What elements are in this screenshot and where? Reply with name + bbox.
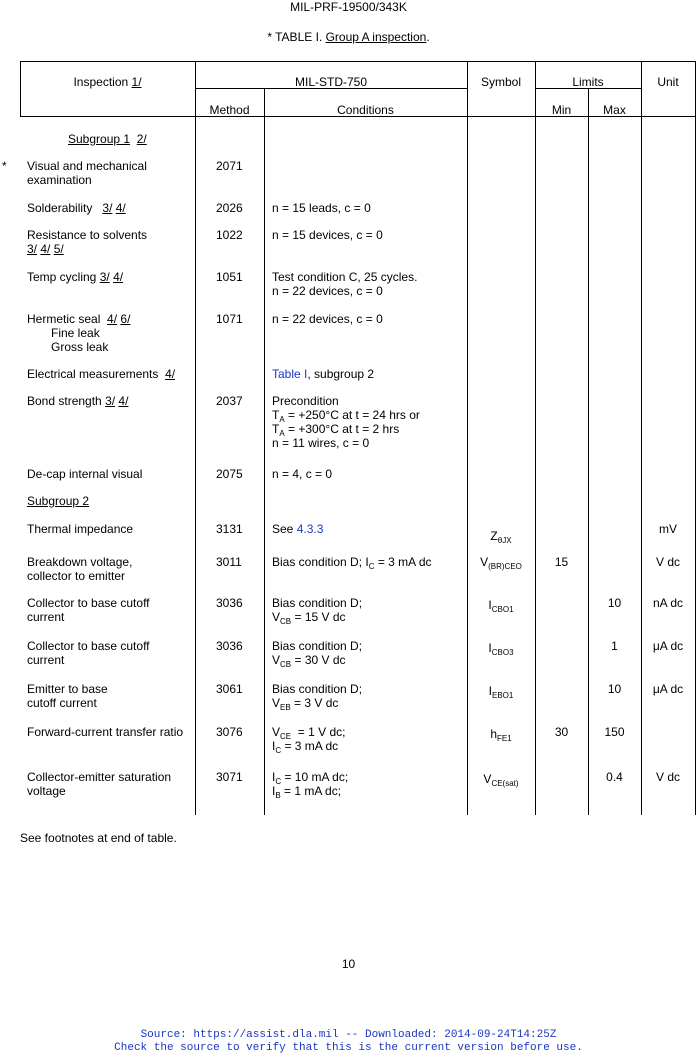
row-vcesat-sym-main: V [483, 772, 492, 786]
row-thermal-inspection: Thermal impedance [27, 522, 134, 536]
spec-id: MIL-PRF-19500/343K [290, 0, 407, 14]
row-decap-inspection: De-cap internal visual [27, 467, 143, 481]
row-solvents-ref2: 4/ [40, 242, 51, 256]
row-vcesat-cond2-i: I [272, 784, 276, 798]
row-icbo1-cond1: Bias condition D; [272, 596, 363, 610]
row-icbo3-conditions [272, 639, 362, 667]
row-solder-method: 2026 [216, 201, 243, 215]
row-solvents-line1: Resistance to solvents [27, 228, 148, 242]
row-breakdown-sym-main: V [480, 555, 489, 569]
row-hermetic-label: Hermetic seal [27, 312, 104, 326]
row-vcesat-cond1 [272, 770, 348, 784]
row-icbo3-cond2-v: V [272, 653, 281, 667]
row-iebo1-sym-main: I [488, 684, 492, 698]
col-divider-max [641, 61, 642, 815]
row-vcesat-symbol [467, 772, 535, 786]
row-breakdown-inspection [27, 555, 132, 583]
subgroup-1-label: Subgroup 1 [68, 132, 131, 146]
row-icbo1-cond2-rest: = 15 V dc [291, 610, 346, 624]
subgroup-2-heading: Subgroup 2 [27, 494, 90, 508]
row-icbo1-max: 10 [607, 596, 622, 610]
subgroup-1-ref: 2/ [136, 132, 147, 146]
row-hfe1-conditions [272, 725, 346, 753]
table-title [0, 30, 697, 44]
row-hfe1-sym-sub: FE1 [497, 734, 512, 743]
row-icbo3-cond2-rest: = 30 V dc [291, 653, 346, 667]
row-icbo1-cond2-v: V [272, 610, 281, 624]
row-bond-ref2: 4/ [118, 394, 129, 408]
row-thermal-cond-pre: See [272, 522, 297, 536]
row-temp-conditions [272, 270, 417, 298]
row-hfe1-method: 3076 [216, 725, 243, 739]
row-icbo3-cond2-sub: CB [280, 660, 292, 669]
row-hermetic-method: 1071 [216, 312, 243, 326]
row-icbo1-inspection [27, 596, 150, 624]
col-divider-conditions [467, 61, 468, 815]
row-visual-line2: examination [27, 173, 92, 187]
row-hfe1-cond1-rest: = 1 V dc; [291, 725, 346, 739]
row-icbo1-symbol [467, 598, 535, 612]
row-icbo1-unit: nA dc [652, 596, 684, 610]
row-bond-cond3 [272, 422, 420, 436]
row-iebo1-cond2-rest: = 3 V dc [290, 696, 339, 710]
row-vcesat-cond2-rest: = 1 mA dc; [280, 784, 342, 798]
row-visual-inspection [27, 159, 147, 187]
row-icbo3-sym-main: I [488, 641, 492, 655]
row-solvents-inspection [27, 228, 147, 256]
col-divider-min [588, 88, 589, 815]
table-top-border [20, 61, 696, 62]
table-i-link[interactable]: Table I [272, 367, 308, 381]
row-hermetic-heading [27, 312, 130, 326]
row-hfe1-min: 30 [554, 725, 569, 739]
row-hfe1-cond1-sub: CE [280, 732, 292, 741]
change-marker: * [2, 159, 7, 173]
row-breakdown-symbol [467, 555, 535, 569]
col-divider-symbol [535, 61, 536, 815]
row-vcesat-line1: Collector-emitter saturation [27, 770, 172, 784]
row-bond-cond1: Precondition [272, 394, 339, 408]
row-iebo1-cond2 [272, 696, 362, 710]
row-vcesat-inspection [27, 770, 171, 798]
row-icbo3-max: 1 [611, 639, 618, 653]
row-icbo3-symbol [467, 641, 535, 655]
row-iebo1-method: 3061 [216, 682, 243, 696]
row-icbo1-method: 3036 [216, 596, 243, 610]
row-breakdown-cond-a: Bias condition D; I [272, 555, 369, 569]
row-solvents-refs [27, 242, 147, 256]
row-icbo3-unit: μA dc [652, 639, 684, 653]
row-icbo1-sym-sub: CBO1 [491, 605, 514, 614]
row-hfe1-cond2 [272, 739, 346, 753]
row-solder-inspection [27, 201, 126, 215]
row-breakdown-unit: V dc [655, 555, 680, 569]
row-bond-conditions [272, 394, 420, 450]
footnote-note: See footnotes at end of table. [20, 831, 177, 845]
header-conditions: Conditions [337, 103, 394, 117]
row-solder-ref2: 4/ [115, 201, 126, 215]
row-bond-inspection [27, 394, 128, 408]
row-icbo3-sym-sub: CBO3 [491, 648, 514, 657]
row-hfe1-cond1 [272, 725, 346, 739]
row-icbo3-line1: Collector to base cutoff [27, 639, 150, 653]
row-icbo3-cond2 [272, 653, 362, 667]
header-inspection-label: Inspection [73, 75, 132, 89]
row-thermal-unit: mV [659, 522, 677, 536]
header-max: Max [603, 103, 626, 117]
row-thermal-sym-main: Z [490, 529, 498, 543]
row-vcesat-cond2-sub: B [275, 791, 281, 800]
row-bond-ref1: 3/ [105, 394, 116, 408]
row-bond-cond2-t: T [272, 408, 280, 422]
table-title-prefix: * TABLE I. [267, 30, 326, 44]
row-solvents-method: 1022 [216, 228, 243, 242]
row-iebo1-inspection [27, 682, 108, 710]
row-breakdown-conditions [272, 555, 432, 569]
row-icbo1-cond2 [272, 610, 362, 624]
row-hermetic-fine: Fine leak [51, 326, 100, 340]
row-temp-cond2: n = 22 devices, c = 0 [272, 284, 383, 298]
row-hfe1-cond2-i: I [272, 739, 276, 753]
row-hermetic-ref1: 4/ [107, 312, 118, 326]
row-elec-conditions [272, 367, 374, 381]
row-bond-cond2-sub: A [279, 415, 285, 424]
row-iebo1-cond2-sub: EB [280, 703, 291, 712]
row-visual-line1: Visual and mechanical [27, 159, 147, 173]
row-vcesat-sym-sub: CE(sat) [491, 779, 519, 788]
row-solvents-conditions: n = 15 devices, c = 0 [272, 228, 383, 242]
row-temp-ref1: 3/ [99, 270, 110, 284]
row-bond-cond3-t: T [272, 422, 280, 436]
row-temp-method: 1051 [216, 270, 243, 284]
row-vcesat-cond1-i: I [272, 770, 276, 784]
subgroup-1-heading [68, 132, 147, 146]
header-unit: Unit [657, 75, 679, 89]
row-hfe1-cond2-rest: = 3 mA dc [281, 739, 339, 753]
row-icbo1-conditions [272, 596, 362, 624]
row-vcesat-line2: voltage [27, 784, 66, 798]
page-number: 10 [341, 957, 356, 971]
row-icbo3-inspection [27, 639, 150, 667]
row-iebo1-conditions [272, 682, 362, 710]
left-border [20, 61, 21, 117]
row-bond-cond3-rest: = +300°C at t = 2 hrs [284, 422, 400, 436]
row-bond-cond2-rest: = +250°C at t = 24 hrs or [284, 408, 420, 422]
row-iebo1-cond1: Bias condition D; [272, 682, 363, 696]
row-visual-method: 2071 [216, 159, 243, 173]
row-icbo1-sym-main: I [488, 598, 492, 612]
row-thermal-conditions [272, 522, 323, 536]
right-border [695, 61, 696, 815]
source-footer-line2: Check the source to verify that this is the current version before use. [114, 1042, 583, 1054]
row-solder-ref1: 3/ [102, 201, 113, 215]
row-solvents-ref3: 5/ [53, 242, 64, 256]
row-vcesat-max: 0.4 [606, 770, 623, 784]
row-elec-ref: 4/ [165, 367, 176, 381]
row-bond-cond3-sub: A [279, 429, 285, 438]
row-iebo1-cond2-v: V [272, 696, 281, 710]
row-solvents-ref1: 3/ [27, 242, 38, 256]
row-hfe1-symbol [467, 727, 535, 741]
row-vcesat-conditions [272, 770, 348, 798]
row-hermetic-ref2: 6/ [120, 312, 131, 326]
row-vcesat-cond1-rest: = 10 mA dc; [281, 770, 349, 784]
row-icbo1-line1: Collector to base cutoff [27, 596, 150, 610]
table-title-underlined: Group A inspection [325, 30, 427, 44]
header-inspection-ref: 1/ [131, 75, 142, 89]
row-solder-label: Solderability [27, 201, 93, 215]
row-breakdown-line2: collector to emitter [27, 569, 126, 583]
header-min: Min [551, 103, 572, 117]
row-icbo1-line2: current [27, 610, 65, 624]
row-bond-label: Bond strength [27, 394, 106, 408]
row-hfe1-sym-main: h [490, 727, 497, 741]
row-hfe1-cond2-sub: C [275, 746, 282, 755]
row-elec-inspection [27, 367, 175, 381]
row-iebo1-line2: cutoff current [27, 696, 97, 710]
row-iebo1-line1: Emitter to base [27, 682, 108, 696]
row-icbo1-cond2-sub: CB [280, 617, 292, 626]
row-breakdown-method: 3011 [216, 555, 242, 569]
row-hfe1-cond1-v: V [272, 725, 281, 739]
row-vcesat-unit: V dc [655, 770, 680, 784]
row-hermetic-inspection [27, 312, 130, 354]
row-temp-label: Temp cycling [27, 270, 100, 284]
row-breakdown-cond-b: = 3 mA dc [374, 555, 432, 569]
row-icbo3-method: 3036 [216, 639, 243, 653]
row-temp-cond1: Test condition C, 25 cycles. [272, 270, 418, 284]
header-inspection [20, 75, 195, 89]
row-temp-inspection [27, 270, 123, 284]
row-thermal-sym-sub: θJX [497, 536, 512, 545]
row-breakdown-sym-sub: (BR)CEO [488, 562, 522, 571]
row-elec-label: Electrical measurements [27, 367, 162, 381]
row-thermal-symbol [467, 529, 535, 543]
row-thermal-method: 3131 [216, 522, 243, 536]
section-4-3-3-link[interactable]: 4.3.3 [296, 522, 324, 536]
row-breakdown-line1: Breakdown voltage, [27, 555, 133, 569]
row-temp-ref2: 4/ [113, 270, 124, 284]
header-limits: Limits [572, 75, 604, 89]
row-decap-method: 2075 [216, 467, 243, 481]
row-breakdown-cond-sub: C [368, 562, 375, 571]
row-solder-conditions: n = 15 leads, c = 0 [272, 201, 371, 215]
row-vcesat-cond2 [272, 784, 348, 798]
header-method: Method [209, 103, 250, 117]
row-bond-method: 2037 [216, 394, 243, 408]
row-iebo1-symbol [467, 684, 535, 698]
row-breakdown-min: 15 [554, 555, 569, 569]
header-symbol: Symbol [480, 75, 521, 89]
row-hermetic-gross: Gross leak [51, 340, 109, 354]
row-hfe1-max: 150 [604, 725, 625, 739]
row-icbo3-cond1: Bias condition D; [272, 639, 363, 653]
row-hfe1-inspection: Forward-current transfer ratio [27, 725, 184, 739]
row-hermetic-conditions: n = 22 devices, c = 0 [272, 312, 383, 326]
row-bond-cond2 [272, 408, 420, 422]
col-divider-method [264, 88, 265, 815]
source-footer-line1: Source: https://assist.dla.mil -- Downloaded: 2014-09-24T14:25Z [140, 1029, 557, 1041]
col-divider-inspection [195, 61, 196, 815]
row-vcesat-method: 3071 [216, 770, 243, 784]
row-iebo1-sym-sub: EBO1 [492, 691, 514, 700]
row-bond-cond4: n = 11 wires, c = 0 [272, 436, 370, 450]
row-vcesat-cond1-sub: C [275, 777, 282, 786]
row-icbo3-line2: current [27, 653, 65, 667]
header-std: MIL-STD-750 [294, 75, 368, 89]
row-elec-cond-rest: , subgroup 2 [307, 367, 375, 381]
table-title-suffix: . [426, 30, 430, 44]
row-decap-conditions: n = 4, c = 0 [272, 467, 333, 481]
row-iebo1-max: 10 [607, 682, 622, 696]
row-iebo1-unit: μA dc [652, 682, 684, 696]
